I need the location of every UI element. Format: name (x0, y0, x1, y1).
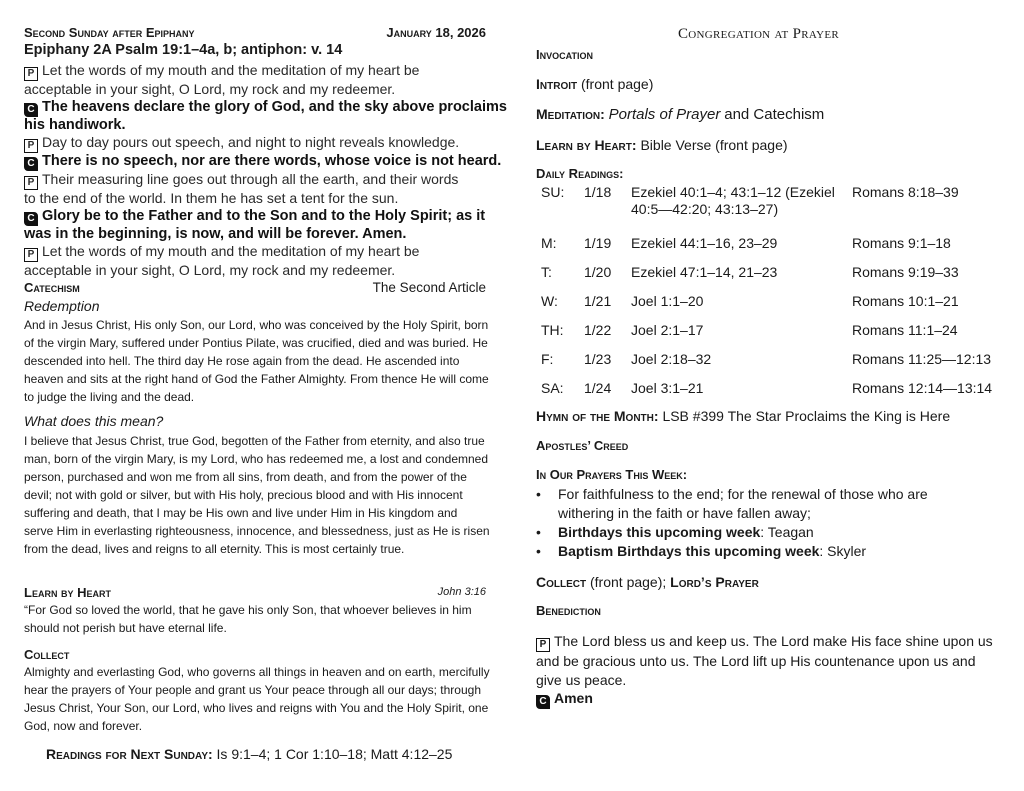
pastor-glyph-icon: P (24, 139, 38, 153)
psalm-line (24, 208, 486, 226)
congregation-glyph-icon: C (24, 157, 38, 171)
reading-date: 1/23 (584, 351, 612, 367)
benediction-label: Benediction (536, 603, 601, 618)
collect-label: Collect (24, 647, 70, 662)
reading-date: 1/24 (584, 380, 612, 396)
reading-day: W: (541, 293, 558, 309)
reading-ot: Joel 2:1–17 (631, 322, 704, 338)
introit-label: Introit (536, 76, 578, 92)
learn-text: Bible Verse (front page) (640, 137, 788, 153)
prayer-item (536, 542, 976, 561)
learn-label: Learn by Heart: (536, 137, 637, 153)
reading-ot: Joel 1:1–20 (631, 293, 704, 309)
reading-nt: Romans 11:1–24 (852, 322, 958, 338)
reading-nt: Romans 12:14—13:14 (852, 380, 993, 396)
learn-line (536, 137, 788, 153)
congregation-glyph-icon: C (24, 103, 38, 117)
pastor-glyph-icon: P (24, 248, 38, 262)
reading-date: 1/18 (584, 184, 612, 200)
meaning-text: I believe that Jesus Christ, true God, begotten of the Father from eternity, and also true man, born of the virgin Mary, is my Lord, who has redeemed me, a lost and condemned person, purchased and won me from all sins, from death, and from the power of the devil; not with gold or silver, but with His holy, precious blood and with His innocent suffering and death, that I may be His own and live under Him in His kingdom and serve Him in everlasting righteousness, innocence, and blessedness, just as He is risen from the dead, lives and reigns to all eternity. This is most certainly true. (24, 434, 490, 556)
reading-ot: Ezekiel 47:1–14, 21–23 (631, 264, 778, 280)
daily-readings-label: Daily Readings: (536, 166, 624, 181)
reading-ot: Ezekiel 40:1–4; 43:1–12 (Ezekiel (631, 184, 835, 200)
learn-by-heart-ref: John 3:16 (437, 586, 486, 598)
psalm-responsive-reading (24, 62, 507, 280)
benediction-text (536, 632, 998, 690)
congregation-glyph-icon: C (536, 695, 550, 709)
psalm-line-text: to the end of the world. In them he has set a tent for the sun. (24, 190, 399, 206)
prayer-item-label: Baptism Birthdays this upcoming week (558, 543, 820, 559)
psalm-line-text: Glory be to the Father and to the Son and to the Holy Spirit; as it (42, 207, 486, 224)
reading-day: SU: (541, 184, 565, 200)
psalm-line (24, 81, 486, 99)
reading-ot: Joel 2:18–32 (631, 351, 712, 367)
psalm-line (24, 117, 486, 135)
psalm-verse (24, 134, 486, 153)
prayer-item-value: : Teagan (760, 524, 814, 540)
reading-nt: Romans 9:19–33 (852, 264, 959, 280)
reading-day: T: (541, 264, 552, 280)
catechism-label: Catechism (24, 280, 80, 295)
learn-by-heart-text: “For God so loved the world, that he gave his only Son, that whoever believes in him should not perish but have eternal life. (24, 603, 472, 635)
prayer-item-value: : Skyler (819, 543, 867, 559)
introit-line (536, 76, 653, 92)
reading-nt: Romans 8:18–39 (852, 184, 959, 200)
psalm-heading: Epiphany 2A Psalm 19:1–4a, b; antiphon: v. 14 (24, 42, 343, 58)
next-sunday-text: Is 9:1–4; 1 Cor 1:10–18; Matt 4:12–25 (216, 746, 453, 762)
service-title: Second Sunday after Epiphany (24, 25, 195, 40)
reading-ot: Ezekiel 44:1–16, 23–29 (631, 235, 778, 251)
pastor-glyph-icon: P (536, 638, 550, 652)
meditation-label: Meditation: (536, 106, 605, 122)
catechism-article: The Second Article (372, 280, 486, 295)
psalm-verse (24, 243, 486, 280)
psalm-line-text: Let the words of my mouth and the meditation of my heart be (42, 62, 420, 78)
collect-label: Collect (536, 574, 587, 590)
learn-by-heart-label: Learn by Heart (24, 585, 112, 600)
reading-nt: Romans 10:1–21 (852, 293, 959, 309)
psalm-line-text: acceptable in your sight, O Lord, my rock and my redeemer. (24, 81, 396, 97)
psalm-line (24, 62, 486, 81)
prayers-label: In Our Prayers This Week: (536, 467, 688, 482)
psalm-line (24, 98, 507, 117)
psalm-verse (24, 98, 507, 135)
reading-ot: Joel 3:1–21 (631, 380, 704, 396)
meaning-label: What does this mean? (24, 413, 164, 429)
redemption-label: Redemption (24, 298, 100, 314)
prayer-item (536, 523, 976, 542)
psalm-line (24, 190, 486, 208)
collect-note: (front page); (590, 574, 667, 590)
service-date: January 18, 2026 (386, 25, 486, 40)
prayer-item (536, 485, 976, 523)
reading-ot-cont: 40:5—42:20; 43:13–27) (631, 201, 779, 217)
psalm-verse (24, 208, 486, 244)
reading-date: 1/19 (584, 235, 612, 251)
pastor-glyph-icon: P (24, 67, 38, 81)
psalm-line-text: Let the words of my mouth and the meditation of my heart be (42, 243, 420, 259)
congregation-glyph-icon: C (24, 212, 38, 226)
psalm-line (24, 134, 486, 153)
prayer-item-text: For faithfulness to the end; for the renewal of those who are withering in the faith or have fallen away; (558, 486, 928, 521)
psalm-line-text: Their measuring line goes out through all the earth, and their words (42, 171, 459, 187)
meditation-title: Portals of Prayer (608, 106, 721, 123)
amen-text: Amen (554, 690, 593, 706)
psalm-line (24, 171, 486, 190)
reading-nt: Romans 9:1–18 (852, 235, 951, 251)
introit-note: (front page) (581, 76, 654, 92)
psalm-line-text: was in the beginning, is now, and will be forever. Amen. (24, 225, 407, 242)
next-sunday-readings (46, 746, 452, 762)
reading-date: 1/22 (584, 322, 612, 338)
reading-day: SA: (541, 380, 564, 396)
reading-day: F: (541, 351, 554, 367)
reading-date: 1/20 (584, 264, 612, 280)
prayers-list (536, 485, 976, 561)
psalm-line (24, 226, 486, 244)
psalm-line-text: his handiwork. (24, 116, 126, 133)
reading-day: TH: (541, 322, 564, 338)
psalm-verse (24, 171, 486, 208)
meditation-rest: and Catechism (724, 106, 825, 123)
psalm-line-text: acceptable in your sight, O Lord, my rock and my redeemer. (24, 262, 396, 278)
benediction-body: The Lord bless us and keep us. The Lord make His face shine upon us and be gracious unto us. The Lord lift up His countenance upon us and give us peace. (536, 633, 993, 688)
collect-line (536, 574, 759, 590)
hymn-text: LSB #399 The Star Proclaims the King is Here (662, 408, 951, 424)
psalm-line (24, 153, 502, 171)
hymn-line (536, 408, 950, 424)
psalm-line-text: There is no speech, nor are there words, whose voice is not heard. (42, 153, 502, 169)
next-sunday-label: Readings for Next Sunday (46, 746, 208, 762)
daily-readings-table (536, 184, 1006, 399)
collect-text: Almighty and everlasting God, who governs all things in heaven and on earth, mercifully hear the prayers of Your people and grant us Your peace through all our days; through Jesus Christ, Your Son, our Lord, who lives and reigns with You and the Holy Spirit, one God, now and forever. (24, 665, 490, 733)
congregation-title: Congregation at Prayer (678, 26, 839, 42)
psalm-line (24, 262, 486, 280)
psalm-line-text: Day to day pours out speech, and night to night reveals knowledge. (42, 134, 460, 150)
next-sunday-colon: : (207, 746, 213, 762)
reading-nt: Romans 11:25—12:13 (852, 351, 992, 367)
creed-text: And in Jesus Christ, His only Son, our Lord, who was conceived by the Holy Spirit, born of the virgin Mary, suffered under Pontius Pilate, was crucified, died and was buried. He descended into hell. The third day He rose again from the dead. He ascended into heaven and sits at the right hand of God the Father Almighty. From thence He will come to judge the living and the dead. (24, 318, 489, 404)
pastor-glyph-icon: P (24, 176, 38, 190)
psalm-line (24, 243, 486, 262)
prayer-item-label: Birthdays this upcoming week (558, 524, 761, 540)
invocation-label: Invocation (536, 47, 593, 62)
hymn-label: Hymn of the Month: (536, 408, 659, 424)
meditation-line (536, 106, 824, 123)
psalm-verse (24, 153, 502, 171)
psalm-line-text: The heavens declare the glory of God, and the sky above proclaims (42, 98, 507, 115)
reading-day: M: (541, 235, 557, 251)
apostles-creed-label: Apostles’ Creed (536, 438, 629, 453)
psalm-verse (24, 62, 486, 99)
reading-date: 1/21 (584, 293, 612, 309)
amen-line (536, 690, 593, 709)
lords-prayer-label: Lord’s Prayer (670, 574, 759, 590)
